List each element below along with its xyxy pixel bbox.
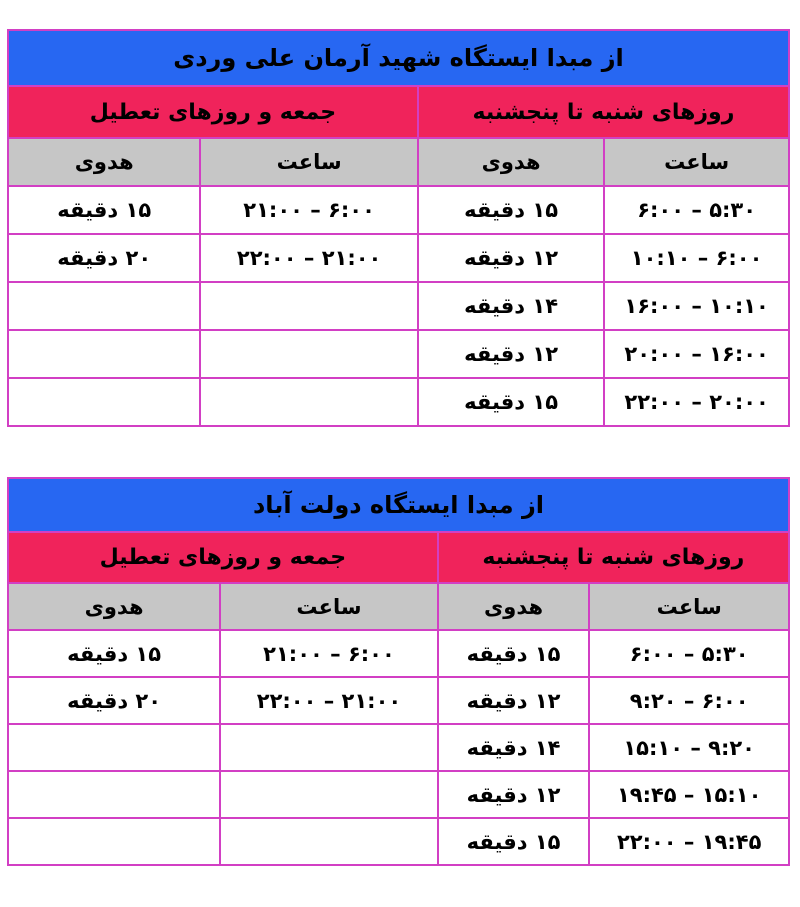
weekday-time-header: ساعت — [589, 583, 789, 630]
table-row — [8, 186, 789, 234]
table-title: از مبدا ایستگاه شهید آرمان علی وردی — [8, 30, 789, 86]
table-row — [8, 330, 789, 378]
weekday-group-label: روزهای شنبه تا پنجشنبه — [438, 532, 789, 583]
holiday-group-label: جمعه و روزهای تعطیل — [8, 86, 418, 138]
weekday-headway-header: هدوی — [438, 583, 590, 630]
schedule-table-arman-aliverdi — [7, 29, 790, 427]
holiday-headway-header: هدوی — [8, 583, 220, 630]
holiday-headway-cell — [8, 818, 220, 865]
weekday-headway-cell: ۱۲ دقیقه — [438, 677, 590, 724]
holiday-group-label: جمعه و روزهای تعطیل — [8, 532, 438, 583]
weekday-headway-cell: ۱۴ دقیقه — [438, 724, 590, 771]
weekday-headway-cell: ۱۵ دقیقه — [438, 630, 590, 677]
holiday-headway-cell — [8, 282, 200, 330]
table-row — [8, 677, 789, 724]
weekday-time-cell: ۹:۲۰ – ۱۵:۱۰ — [589, 724, 789, 771]
table-row — [8, 282, 789, 330]
holiday-time-cell: ۶:۰۰ – ۲۱:۰۰ — [200, 186, 418, 234]
holiday-time-cell: ۲۱:۰۰ – ۲۲:۰۰ — [200, 234, 418, 282]
weekday-time-cell: ۱۶:۰۰ – ۲۰:۰۰ — [604, 330, 789, 378]
weekday-headway-cell: ۱۵ دقیقه — [418, 186, 604, 234]
weekday-headway-cell: ۱۴ دقیقه — [418, 282, 604, 330]
holiday-headway-header: هدوی — [8, 138, 200, 186]
holiday-time-cell — [220, 771, 438, 818]
holiday-time-cell — [220, 818, 438, 865]
holiday-headway-cell — [8, 771, 220, 818]
weekday-time-cell: ۶:۰۰ – ۱۰:۱۰ — [604, 234, 789, 282]
weekday-time-cell: ۵:۳۰ – ۶:۰۰ — [604, 186, 789, 234]
holiday-time-cell: ۲۱:۰۰ – ۲۲:۰۰ — [220, 677, 438, 724]
weekday-time-cell: ۱۰:۱۰ – ۱۶:۰۰ — [604, 282, 789, 330]
holiday-time-cell — [200, 282, 418, 330]
holiday-headway-cell — [8, 378, 200, 426]
weekday-time-cell: ۵:۳۰ – ۶:۰۰ — [589, 630, 789, 677]
table-row — [8, 818, 789, 865]
holiday-headway-cell: ۱۵ دقیقه — [8, 630, 220, 677]
holiday-time-cell: ۶:۰۰ – ۲۱:۰۰ — [220, 630, 438, 677]
holiday-time-cell — [220, 724, 438, 771]
table-row — [8, 234, 789, 282]
weekday-headway-header: هدوی — [418, 138, 604, 186]
holiday-headway-cell: ۱۵ دقیقه — [8, 186, 200, 234]
weekday-time-cell: ۲۰:۰۰ – ۲۲:۰۰ — [604, 378, 789, 426]
weekday-time-cell: ۶:۰۰ – ۹:۲۰ — [589, 677, 789, 724]
table-row — [8, 378, 789, 426]
table-title: از مبدا ایستگاه دولت آباد — [8, 478, 789, 532]
weekday-time-cell: ۱۵:۱۰ – ۱۹:۴۵ — [589, 771, 789, 818]
holiday-time-header: ساعت — [220, 583, 438, 630]
weekday-time-header: ساعت — [604, 138, 789, 186]
weekday-time-cell: ۱۹:۴۵ – ۲۲:۰۰ — [589, 818, 789, 865]
holiday-time-header: ساعت — [200, 138, 418, 186]
holiday-time-cell — [200, 330, 418, 378]
weekday-headway-cell: ۱۵ دقیقه — [438, 818, 590, 865]
weekday-headway-cell: ۱۲ دقیقه — [418, 234, 604, 282]
table-row — [8, 724, 789, 771]
weekday-headway-cell: ۱۵ دقیقه — [418, 378, 604, 426]
table-row — [8, 630, 789, 677]
holiday-headway-cell: ۲۰ دقیقه — [8, 234, 200, 282]
schedule-table-dolatabad — [7, 477, 790, 866]
holiday-time-cell — [200, 378, 418, 426]
table-row — [8, 771, 789, 818]
holiday-headway-cell: ۲۰ دقیقه — [8, 677, 220, 724]
weekday-group-label: روزهای شنبه تا پنجشنبه — [418, 86, 789, 138]
holiday-headway-cell — [8, 724, 220, 771]
holiday-headway-cell — [8, 330, 200, 378]
weekday-headway-cell: ۱۲ دقیقه — [438, 771, 590, 818]
weekday-headway-cell: ۱۲ دقیقه — [418, 330, 604, 378]
